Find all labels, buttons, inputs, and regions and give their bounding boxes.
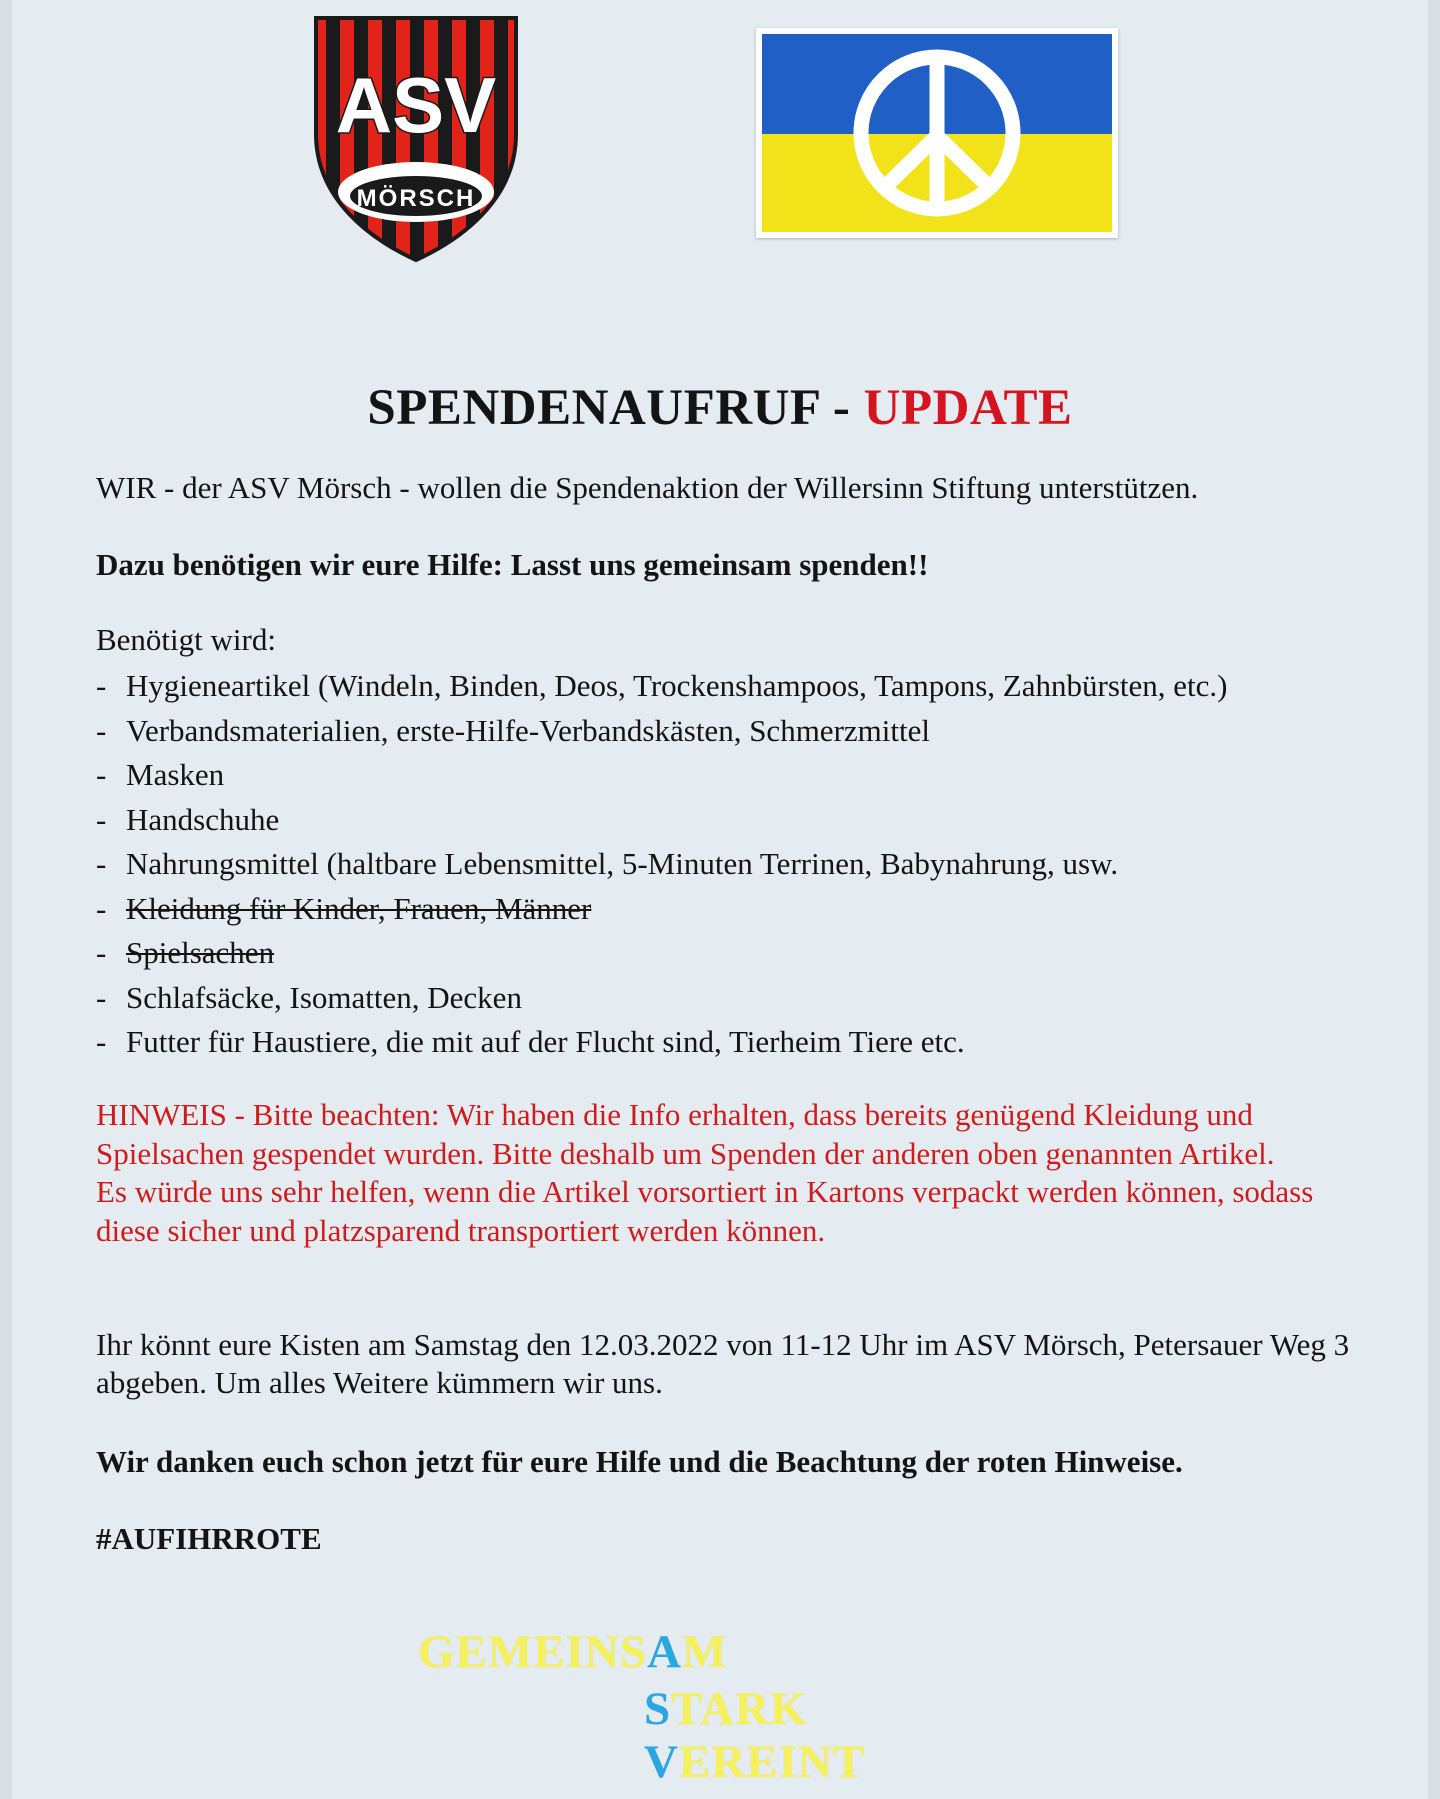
crest-letters: ASV: [335, 61, 497, 149]
slogan-text: M: [681, 1626, 728, 1678]
list-item: [96, 842, 1396, 887]
list-item-text: Spielsachen: [126, 935, 275, 970]
list-item-text: Verbandsmaterialien, erste-Hilfe-Verbandskästen, Schmerzmittel: [126, 712, 930, 748]
asv-moersch-crest-logo: [312, 14, 520, 264]
list-item-struck: [96, 887, 1396, 932]
list-item-text: Hygieneartikel (Windeln, Binden, Deos, Trockenshampoos, Tampons, Zahnbürsten, etc.): [126, 668, 1228, 703]
list-item-text: Handschuhe: [126, 801, 280, 837]
needs-heading: Benötigt wird:: [96, 622, 276, 657]
needs-list: [96, 664, 1396, 1065]
slogan-line-stark: [644, 1684, 807, 1734]
help-callout: Dazu benötigen wir eure Hilfe: Lasst uns gemeinsam spenden!!: [96, 547, 929, 582]
slogan-text: TARK: [671, 1683, 808, 1735]
list-item-text: Kleidung für Kinder, Frauen, Männer: [126, 890, 592, 926]
title-update-accent: UPDATE: [863, 380, 1073, 436]
list-dash: -: [96, 979, 107, 1015]
flag-graphic: [756, 28, 1118, 238]
list-item: [96, 1020, 1396, 1065]
slogan-text: EREINT: [678, 1736, 866, 1788]
list-item-text: Futter für Haustiere, die mit auf der Flucht sind, Tierheim Tiere etc.: [126, 1024, 965, 1059]
page-edge-left: [0, 0, 12, 1799]
thanks-line: Wir danken euch schon jetzt für eure Hilfe und die Beachtung der roten Hinweise.: [96, 1444, 1183, 1479]
ukraine-peace-flag: [756, 28, 1118, 238]
notice-paragraph-1: HINWEIS - Bitte beachten: Wir haben die Info erhalten, dass bereits genügend Kleidung und Spielsachen gespendet wurden. Bitte deshalb um Spenden der anderen oben genannten Artikel.: [96, 1097, 1275, 1171]
list-item: [96, 798, 1396, 843]
page-title: [0, 378, 1440, 438]
dropoff-info: Ihr könnt eure Kisten am Samstag den 12.03.2022 von 11-12 Uhr im ASV Mörsch, Petersauer Weg 3 abgeben. Um alles Weitere kümmern wir uns.: [96, 1327, 1350, 1400]
slogan-accent-letter: A: [647, 1626, 682, 1678]
slogan-accent-letter: V: [644, 1736, 679, 1788]
list-dash: -: [96, 935, 107, 970]
list-item-text: Schlafsäcke, Isomatten, Decken: [126, 979, 522, 1015]
list-dash: -: [96, 757, 107, 792]
slogan-text: GEMEINS: [418, 1626, 647, 1678]
list-dash: -: [96, 890, 107, 926]
slogan-line-vereint: [644, 1737, 865, 1787]
red-notice: [96, 1096, 1376, 1250]
list-dash: -: [96, 712, 107, 748]
slogan-line-gemeinsam: [418, 1627, 727, 1677]
page-edge-right: [1428, 0, 1440, 1799]
list-item-text: Masken: [126, 757, 225, 792]
slogan-accent-letter: S: [644, 1683, 672, 1735]
title-main: SPENDENAUFRUF -: [367, 380, 864, 436]
list-item-struck: [96, 931, 1396, 976]
list-item: [96, 709, 1396, 754]
list-dash: -: [96, 801, 107, 837]
list-dash: -: [96, 668, 107, 703]
list-item: [96, 976, 1396, 1021]
list-item-text: Nahrungsmittel (haltbare Lebensmittel, 5-Minuten Terrinen, Babynahrung, usw.: [126, 846, 1119, 881]
list-item: [96, 753, 1396, 798]
notice-paragraph-2: Es würde uns sehr helfen, wenn die Artikel vorsortiert in Kartons verpackt werden können, sodass diese sicher und platzsparend transportiert werden können.: [96, 1174, 1314, 1248]
intro-paragraph: WIR - der ASV Mörsch - wollen die Spendenaktion der Willersinn Stiftung unterstützen.: [96, 470, 1199, 505]
list-item: [96, 664, 1396, 709]
list-dash: -: [96, 846, 107, 881]
crest-town-name: MÖRSCH: [356, 185, 476, 212]
list-dash: -: [96, 1024, 107, 1059]
hashtag: #AUFIHRROTE: [96, 1521, 322, 1556]
